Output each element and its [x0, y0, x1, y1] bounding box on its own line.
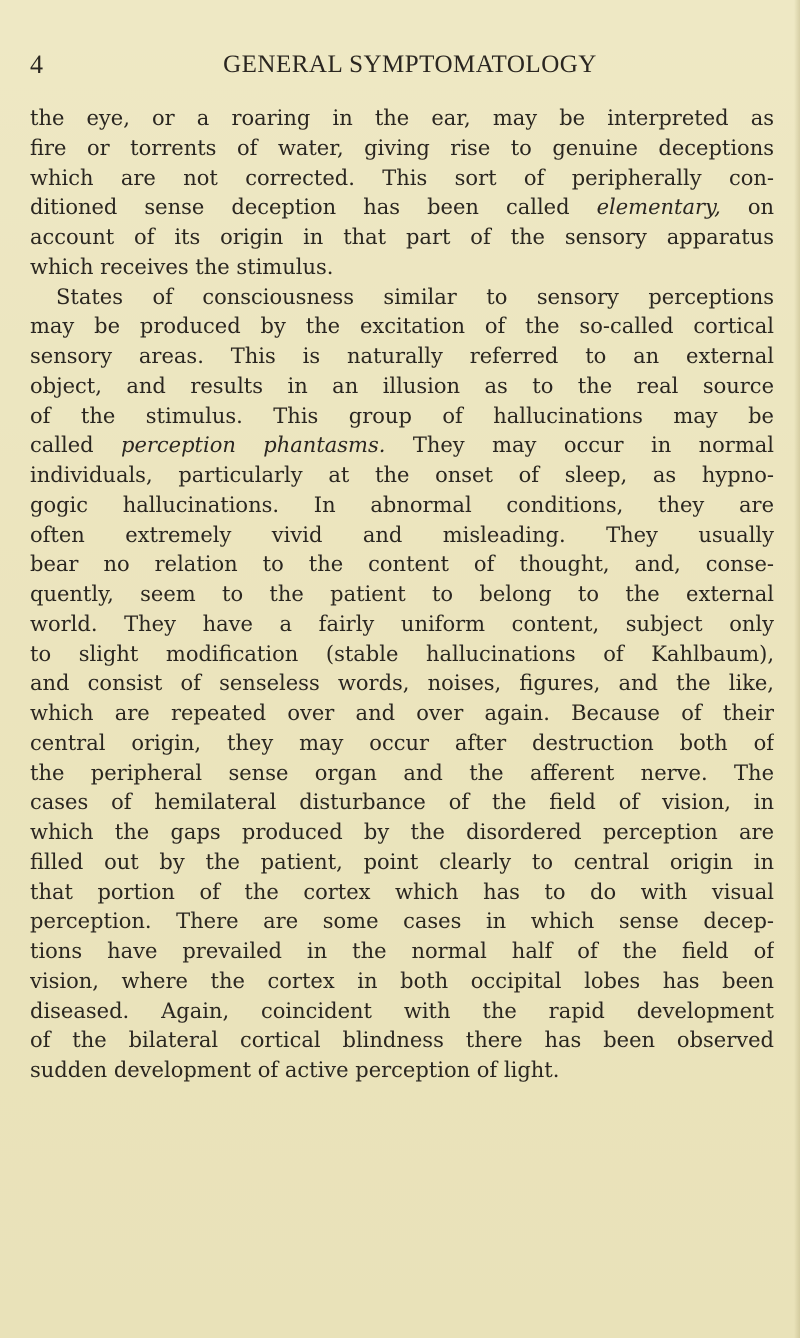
text-line — [30, 699, 774, 729]
text-line-content: tions have prevailed in the normal half of the field of — [30, 939, 774, 963]
text-line-content: called — [30, 433, 122, 458]
text-line — [30, 104, 774, 134]
text-line — [30, 729, 774, 759]
text-line-content: perception. There are some cases in which sense decep- — [30, 909, 774, 934]
text-line — [30, 937, 774, 967]
text-line — [30, 431, 774, 461]
text-line-content: cases of hemilateral disturbance of the field of vision, in — [30, 790, 774, 815]
text-line — [30, 848, 774, 878]
text-line — [30, 759, 774, 789]
text-line-content: which are not corrected. This sort of peripherally con- — [30, 165, 774, 190]
text-line-content: and consist of senseless words, noises, figures, and the like, — [30, 671, 774, 696]
text-line — [30, 788, 774, 818]
text-line-content: quently, seem to the patient to belong to the external — [30, 582, 774, 606]
text-line — [30, 669, 774, 699]
text-line — [30, 1056, 774, 1086]
text-line-content: of the stimulus. This group of hallucinations may be — [30, 403, 774, 428]
text-line-content: which the gaps produced by the disordered perception are — [30, 820, 774, 844]
text-line — [30, 521, 774, 551]
text-line-content: world. They have a fairly uniform content, subject only — [30, 611, 774, 636]
text-line-content: diseased. Again, coincident with the rapid development — [30, 998, 774, 1023]
text-line — [30, 818, 774, 848]
text-line-content: account of its origin in that part of the sensory apparatus — [30, 225, 774, 249]
text-line-content: filled out by the patient, point clearly to central origin in — [30, 849, 774, 874]
text-line — [30, 580, 774, 610]
text-line — [30, 550, 774, 580]
text-line — [30, 640, 774, 670]
text-line — [30, 491, 774, 521]
text-line-content: individuals, particularly at the onset of sleep, as hypno- — [30, 463, 774, 487]
text-line — [30, 1026, 774, 1056]
text-line — [30, 312, 774, 342]
text-line — [30, 372, 774, 402]
text-line-content: that portion of the cortex which has to do with visual — [30, 879, 774, 904]
text-line-content: of the bilateral cortical blindness there has been observed — [30, 1028, 774, 1053]
text-line — [30, 402, 774, 432]
text-line-continuation: They may occur in normal — [385, 433, 774, 458]
text-line-content: which receives the stimulus. — [30, 254, 334, 279]
text-line-content: fire or torrents of water, giving rise to genuine deceptions — [30, 135, 774, 160]
text-line — [30, 907, 774, 937]
page-number: 4 — [30, 50, 43, 79]
page-edge-shadow — [794, 0, 800, 1338]
text-line — [30, 878, 774, 908]
text-line-content: States of consciousness similar to sensory perceptions — [56, 284, 774, 309]
text-line-content: the peripheral sense organ and the afferent nerve. The — [30, 760, 774, 785]
text-line — [30, 164, 774, 194]
text-line-content: sensory areas. This is naturally referred to an external — [30, 344, 774, 368]
italic-term: elementary, — [596, 195, 721, 220]
text-line-content: the eye, or a roaring in the ear, may be interpreted as — [30, 106, 774, 130]
text-line-content: gogic hallucinations. In abnormal conditions, they are — [30, 492, 774, 517]
text-line — [30, 134, 774, 164]
text-line-continuation: on — [720, 195, 774, 220]
text-line — [30, 967, 774, 997]
running-head: GENERAL SYMPTOMATOLOGY — [223, 51, 597, 78]
text-line — [30, 461, 774, 491]
text-line-content: which are repeated over and over again. Because of their — [30, 701, 774, 725]
text-line-content: may be produced by the excitation of the so-called cortical — [30, 314, 774, 339]
text-line-content: central origin, they may occur after destruction both of — [30, 730, 774, 755]
text-line-content: bear no relation to the content of thought, and, conse- — [30, 552, 774, 577]
text-line-content: vision, where the cortex in both occipital lobes has been — [30, 968, 774, 993]
text-line — [30, 193, 774, 223]
text-line-content: object, and results in an illusion as to the real source — [30, 373, 774, 398]
text-line — [30, 223, 774, 253]
text-line-content: ditioned sense deception has been called — [30, 195, 597, 220]
text-line — [30, 283, 774, 313]
text-line-content: to slight modification (stable hallucinations of Kahlbaum), — [30, 641, 774, 666]
text-line-content: sudden development of active perception of light. — [30, 1058, 560, 1082]
text-line-content: often extremely vivid and misleading. They usually — [30, 522, 774, 547]
text-line — [30, 342, 774, 372]
italic-term: perception phantasms. — [121, 433, 386, 458]
page-header — [30, 48, 770, 88]
text-line — [30, 610, 774, 640]
body-text — [30, 104, 774, 1086]
text-line — [30, 253, 774, 283]
text-line — [30, 997, 774, 1027]
